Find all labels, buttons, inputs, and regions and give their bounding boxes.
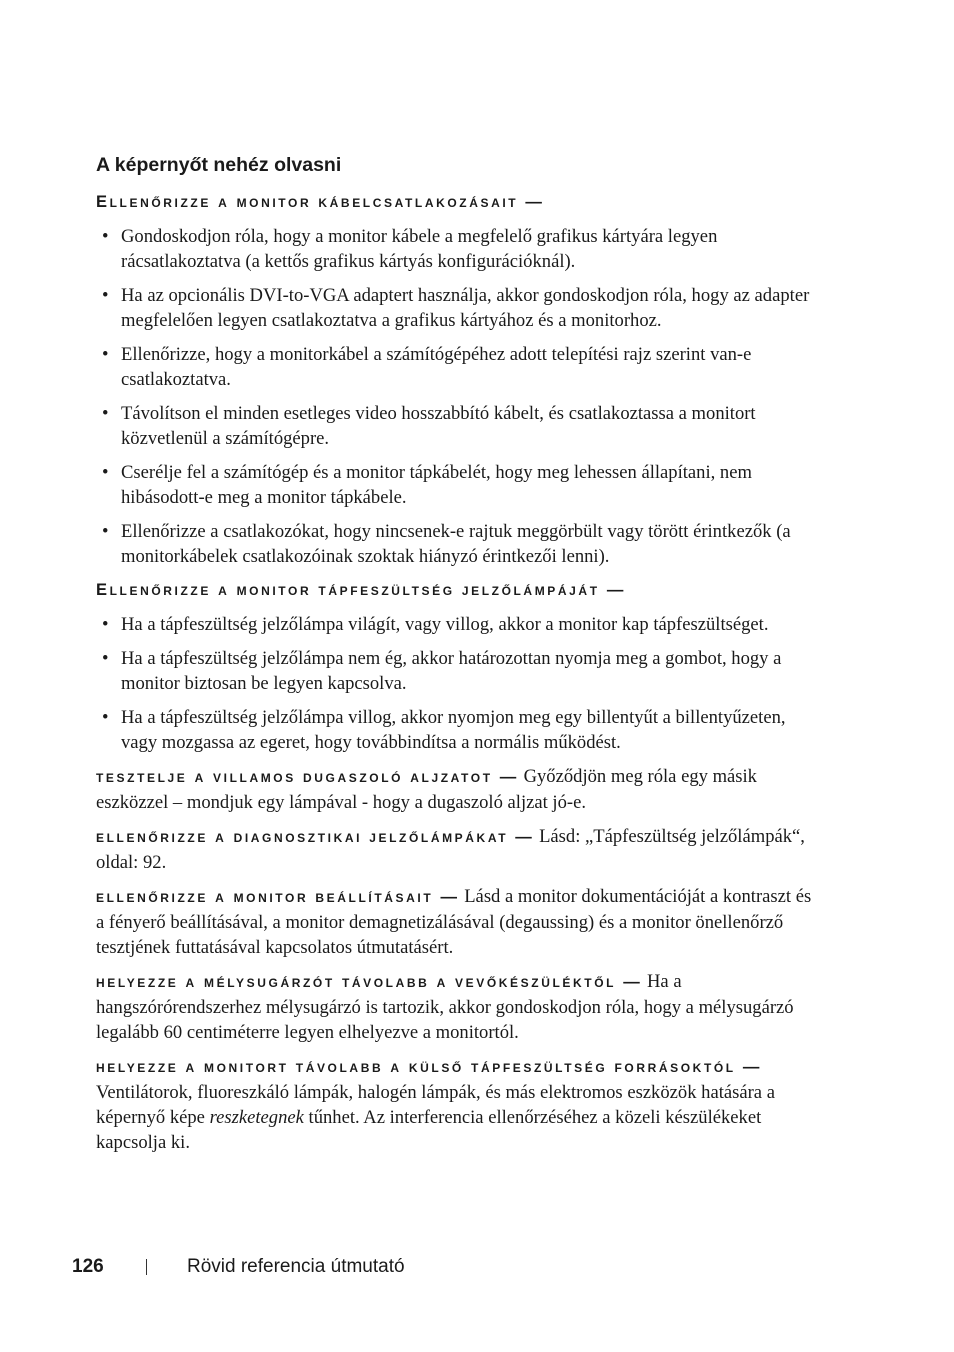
- paragraph-diagnostic-lights: [96, 824, 824, 875]
- subheading-cable-connections: Ellenőrizze a monitor kábelcsatlakozásait —: [96, 193, 545, 211]
- paragraph-text: Lásd: „Tápfeszültség jelzőlámpák“, oldal: 92.: [96, 826, 805, 873]
- paragraph-text: Győződjön meg róla egy másik eszközzel – mondjuk egy lámpával - hogy a dugaszoló aljzat jó-e.: [96, 766, 757, 813]
- page-footer: [72, 1256, 405, 1278]
- list-item: • Gondoskodjon róla, hogy a monitor kábele a megfelelő grafikus kártyára legyen rácsatlakoztatva (a kettős grafikus kártyás konfigurációknál).: [96, 224, 824, 274]
- paragraph-text: Lásd a monitor dokumentációját a kontraszt és a fényerő beállításával, a monitor demagnetizálásával (degaussing) és a monitor önellenőrző tesztjének futtatásával kapcsolatos útmutatásért.: [96, 886, 812, 958]
- bullet-list-cable-connections: [96, 224, 824, 569]
- list-item: • Ha a tápfeszültség jelzőlámpa világít, vagy villog, akkor a monitor kap tápfeszültséget.: [96, 612, 824, 637]
- page-number: 126: [72, 1256, 104, 1277]
- page-content: [96, 190, 824, 1164]
- subheading-power-light: Ellenőrizze a monitor tápfeszültség jelzőlámpáját —: [96, 581, 626, 599]
- footer-title: Rövid referencia útmutató: [187, 1256, 405, 1277]
- list-item: • Ellenőrizze, hogy a monitorkábel a számítógépéhez adott telepítési rajz szerint van-e csatlakoztatva.: [96, 342, 824, 392]
- footer-divider: [146, 1259, 147, 1275]
- paragraph-text: tűnhet. Az interferencia ellenőrzéséhez a közeli készülékeket kapcsolja ki.: [96, 1107, 762, 1153]
- paragraph-monitor-settings: [96, 884, 824, 960]
- list-item: • Ellenőrizze a csatlakozókat, hogy nincsenek-e rajtuk meggörbült vagy törött érintkezők (a monitorkábelek csatlakozóinak szoktak hiányzó érintkezői lenni).: [96, 519, 824, 569]
- list-item: • Ha a tápfeszültség jelzőlámpa nem ég, akkor határozottan nyomja meg a gombot, hogy a monitor biztosan be legyen kapcsolva.: [96, 646, 824, 696]
- paragraph-text: Ventilátorok, fluoreszkáló lámpák, halogén lámpák, és más elektromos eszközök hatására a képernyő képe: [96, 1082, 775, 1128]
- paragraph-title: helyezze a mélysugárzót távolabb a vevőkészüléktől —: [96, 973, 643, 991]
- bullet-list-power-light: [96, 612, 824, 755]
- list-item: • Ha az opcionális DVI-to-VGA adaptert használja, akkor gondoskodjon róla, hogy az adapter megfelelően legyen csatlakoztatva a grafikus kártyához és a monitorhoz.: [96, 283, 824, 333]
- section-heading: A képernyőt nehéz olvasni: [96, 154, 342, 176]
- paragraph-text: Ha a hangszórórendszerhez mélysugárzó is tartozik, akkor gondoskodjon róla, hogy a mélysugárzó legalább 60 centiméterre legyen elhelyezve a monitortól.: [96, 971, 794, 1043]
- paragraph-subwoofer: [96, 969, 824, 1045]
- list-item: • Ha a tápfeszültség jelzőlámpa villog, akkor nyomjon meg egy billentyűt a billentyűzeten, vagy mozgassa az egeret, hogy továbbindítsa a normális működést.: [96, 705, 824, 755]
- paragraph-italic-term: reszketegnek: [209, 1107, 304, 1128]
- paragraph-title: helyezze a monitort távolabb a külső tápfeszültség forrásoktól —: [96, 1058, 763, 1076]
- list-item: • Távolítson el minden esetleges video hosszabbító kábelt, és csatlakoztassa a monitort közvetlenül a számítógépre.: [96, 401, 824, 451]
- paragraph-electrical-outlet: [96, 764, 824, 815]
- paragraph-title: ellenőrizze a diagnosztikai jelzőlámpákat —: [96, 828, 535, 846]
- paragraph-title: tesztelje a villamos dugaszoló aljzatot —: [96, 768, 519, 786]
- paragraph-title: ellenőrizze a monitor beállításait —: [96, 888, 460, 906]
- list-item: • Cserélje fel a számítógép és a monitor tápkábelét, hogy meg lehessen állapítani, nem hibásodott-e meg a monitor tápkábele.: [96, 460, 824, 510]
- paragraph-external-power-sources: [96, 1054, 824, 1155]
